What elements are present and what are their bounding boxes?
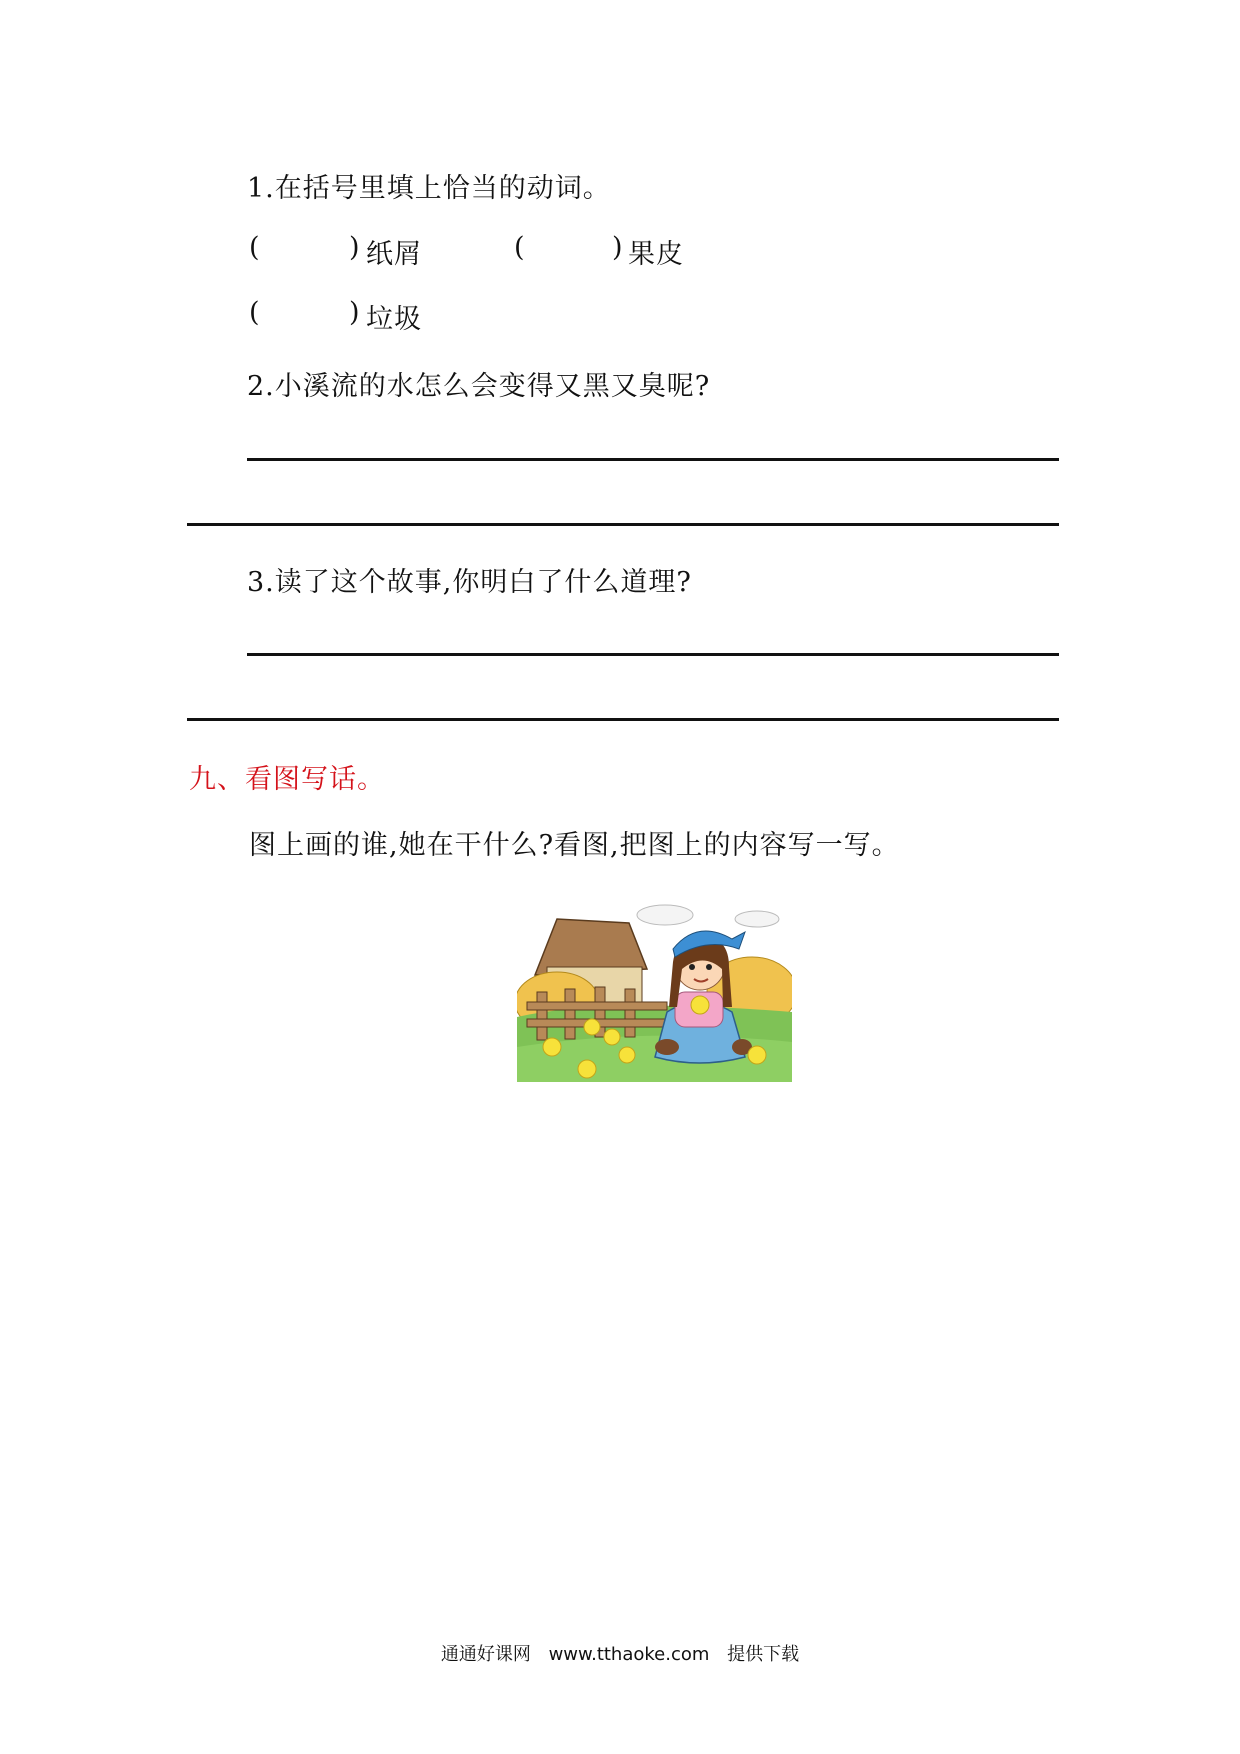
section-9-heading: 九、看图写话。 (189, 764, 385, 795)
page-footer (0, 1640, 1240, 1666)
section-9-instruction: 图上画的谁,她在干什么?看图,把图上的内容写一写。 (249, 830, 900, 861)
answer-line (247, 653, 1059, 656)
question-3-prompt: 3.读了这个故事,你明白了什么道理? (247, 567, 692, 598)
footer-suffix: 提供下载 (727, 1644, 800, 1665)
blank-close-paren: ) (349, 297, 360, 328)
blank-open-paren: ( (249, 297, 260, 328)
blank-open-paren: ( (249, 232, 260, 263)
fill-item-paper-scraps: 纸屑 (366, 239, 422, 270)
blank-close-paren: ) (612, 232, 623, 263)
footer-site-name: 通通好课网 (440, 1644, 531, 1665)
footer-url[interactable]: www.tthaoke.com (548, 1644, 710, 1665)
fill-item-fruit-peel: 果皮 (628, 239, 684, 270)
fill-item-garbage: 垃圾 (366, 304, 422, 335)
answer-line (187, 718, 1059, 721)
question-2-prompt: 2.小溪流的水怎么会变得又黑又臭呢? (247, 371, 711, 402)
answer-line (247, 458, 1059, 461)
question-1-prompt: 1.在括号里填上恰当的动词。 (247, 173, 611, 204)
blank-open-paren: ( (514, 232, 525, 263)
girl-with-chicks-illustration (517, 897, 792, 1082)
answer-line (187, 523, 1059, 526)
blank-close-paren: ) (349, 232, 360, 263)
